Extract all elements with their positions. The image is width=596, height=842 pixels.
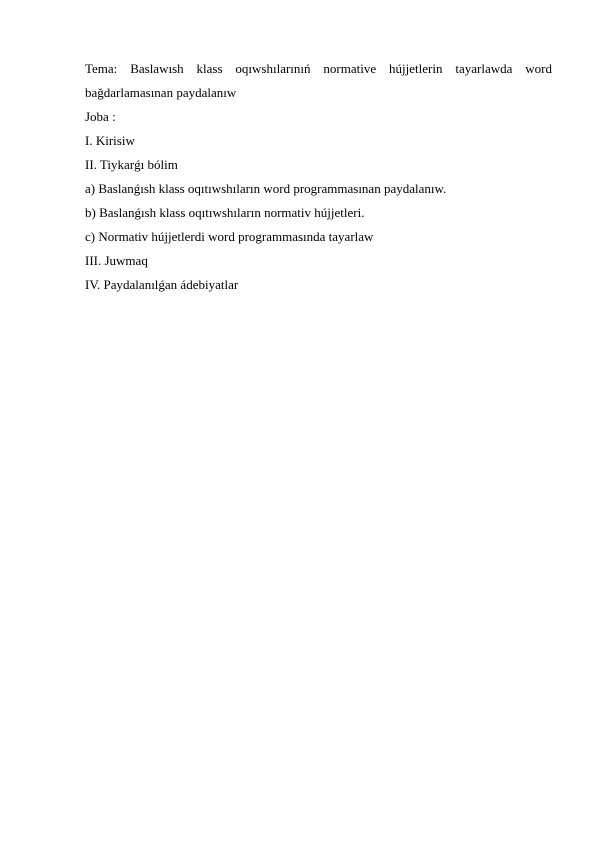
- outline-subitem-c: c) Normativ hújjetlerdi word programmasında tayarlaw: [85, 229, 374, 244]
- outline-subitem-b: b) Baslanǵısh klass oqıtıwshıların normativ hújjetleri.: [85, 205, 365, 220]
- outline-item-conclusion: III. Juwmaq: [85, 253, 148, 268]
- plan-label: Joba :: [85, 109, 116, 124]
- outline-item-references: IV. Paydalanılǵan ádebiyatlar: [85, 277, 239, 292]
- outline-subitem-a: a) Baslanǵısh klass oqıtıwshıların word programmasınan paydalanıw.: [85, 181, 447, 196]
- topic-paragraph: Tema: Baslawısh klass oqıwshılarınıń normative hújjetlerin tayarlawda word bağdarlamasınan paydalanıw: [85, 61, 552, 100]
- outline-item-introduction: I. Kirisiw: [85, 133, 135, 148]
- outline-item-main-part: II. Tiykarǵı bólim: [85, 157, 178, 172]
- document-body: [85, 57, 552, 297]
